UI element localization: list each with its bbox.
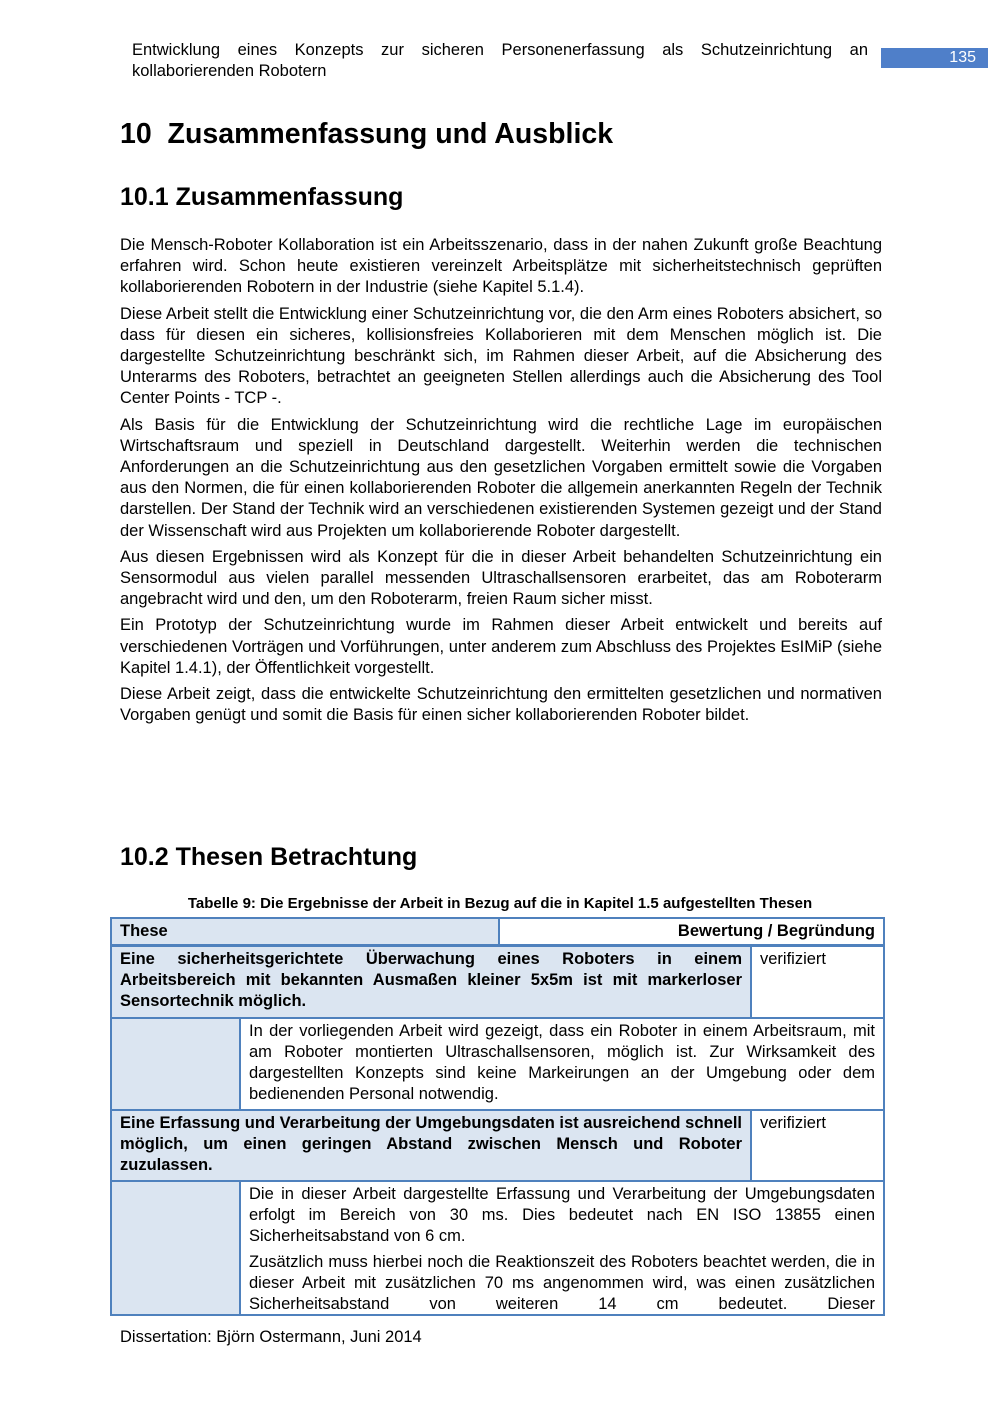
chapter-heading: 10 Zusammenfassung und Ausblick xyxy=(120,118,614,150)
theses-table xyxy=(110,917,885,1316)
paragraph: Diese Arbeit stellt die Entwicklung einer Schutzeinrichtung vor, die den Arm eines Roboters absichert, so dass für diesen ein sicheres, kollisionsfreies Kollaborieren mit dem Menschen möglich ist. Die dargestellte Schutzeinrichtung beschränkt sich, im Rahmen dieser Arbeit, auf die Absicherung des Unterarms des Roboters, betrachtet an geeigneten Stellen allerdings auch die Absicherung des Tool Center Points - TCP -. xyxy=(120,304,882,408)
paragraph: Aus diesen Ergebnissen wird als Konzept für die in dieser Arbeit behandelten Schutzeinrichtung ein Sensormodul aus vielen parallel messenden Ultraschallsensoren erarbeitet, das am Roboterarm angebracht wird und den, um den Roboterarm, freien Raum sicher misst. xyxy=(120,547,882,609)
reason-cell xyxy=(239,1182,883,1314)
section-heading-10-2: 10.2 Thesen Betrachtung xyxy=(120,843,418,871)
paragraph: Als Basis für die Entwicklung der Schutzeinrichtung wird die rechtliche Lage im europäischen Wirtschaftsraum und speziell in Deutschland dargestellt. Weiterhin werden die technischen Anforderungen an die Schutzeinrichtung aus den gesetzlichen Vorgaben ermittelt sowie die Vorgaben aus den Normen, die für einen kollaborierenden Roboter die allgemein anerkannten Regeln der Technik darstellen. Der Stand der Technik wird an verschiedenen existierenden Systemen gezeigt und der Stand der Wissenschaft wird aus Projekten um kollaborierende Roboter dargestellt. xyxy=(120,415,882,540)
summary-body xyxy=(120,235,882,731)
paragraph: Ein Prototyp der Schutzeinrichtung wurde im Rahmen dieser Arbeit entwickelt und bereits auf verschiedenen Vorträgen und Vorführungen, unter anderem zum Abschluss des Projektes EsIMiP (siehe Kapitel 1.4.1), der Öffentlichkeit vorgestellt. xyxy=(120,616,882,677)
table-row xyxy=(110,1019,885,1111)
verdict-cell: verifiziert xyxy=(750,947,883,1017)
empty-cell xyxy=(112,1019,239,1109)
page-footer: Dissertation: Björn Ostermann, Juni 2014 xyxy=(120,1328,422,1346)
reason-text: Zusätzlich muss hierbei noch die Reaktionszeit des Roboters beachtet werden, die in dieser Arbeit mit zusätzlichen 70 ms angenommen wird, was einen zusätzlichen Sicherheitsabstand von weiteren 14 cm bedeutet. Dieser xyxy=(249,1253,875,1313)
reason-cell: In der vorliegenden Arbeit wird gezeigt, dass ein Roboter in einem Arbeitsraum, mit am Roboter montierten Ultraschallsensoren, möglich ist. Zur Wirksamkeit des dargestellten Konzepts sind keine Markeirungen an der Umgebung oder dem bedienenden Personal notwendig. xyxy=(239,1019,883,1109)
table-row xyxy=(110,947,885,1019)
reason-text: Die in dieser Arbeit dargestellte Erfassung und Verarbeitung der Umgebungsdaten erfolgt im Bereich von 30 ms. Dies bedeutet nach EN ISO 13855 einen Sicherheitsabstand von 6 cm. xyxy=(249,1185,875,1245)
running-header: Entwicklung eines Konzepts zur sicheren Personenerfassung als Schutzeinrichtung an kollaborierenden Robotern xyxy=(132,41,868,80)
table-row xyxy=(110,1111,885,1182)
verdict-cell: verifiziert xyxy=(750,1111,883,1180)
thesis-cell: Eine sicherheitsgerichtete Überwachung eines Roboters in einem Arbeitsbereich mit bekannten Ausmaßen kleiner 5x5m ist mit markerloser Sensortechnik möglich. xyxy=(112,947,750,1017)
thesis-cell: Eine Erfassung und Verarbeitung der Umgebungsdaten ist ausreichend schnell möglich, um einen geringen Abstand zwischen Mensch und Roboter zuzulassen. xyxy=(112,1111,750,1180)
table-row xyxy=(110,1182,885,1316)
table-header-row xyxy=(110,917,885,947)
paragraph: Die Mensch-Roboter Kollaboration ist ein Arbeitsszenario, dass in der nahen Zukunft große Beachtung erfahren wird. Schon heute existieren vereinzelt Arbeitsplätze mit sicherheitstechnisch geprüften kollaborierenden Robotern in der Industrie (siehe Kapitel 5.1.4). xyxy=(120,236,882,297)
header-these: These xyxy=(112,919,498,944)
page-number: 135 xyxy=(881,48,988,68)
empty-cell xyxy=(112,1182,239,1314)
table-caption: Tabelle 9: Die Ergebnisse der Arbeit in Bezug auf die in Kapitel 1.5 aufgestellten Thesen xyxy=(187,895,813,912)
paragraph: Diese Arbeit zeigt, dass die entwickelte Schutzeinrichtung den ermittelten gesetzlichen und normativen Vorgaben genügt und somit die Basis für einen sicher kollaborierenden Roboter bildet. xyxy=(120,685,882,725)
header-bewertung: Bewertung / Begründung xyxy=(498,919,883,944)
section-heading-10-1: 10.1 Zusammenfassung xyxy=(120,183,404,211)
